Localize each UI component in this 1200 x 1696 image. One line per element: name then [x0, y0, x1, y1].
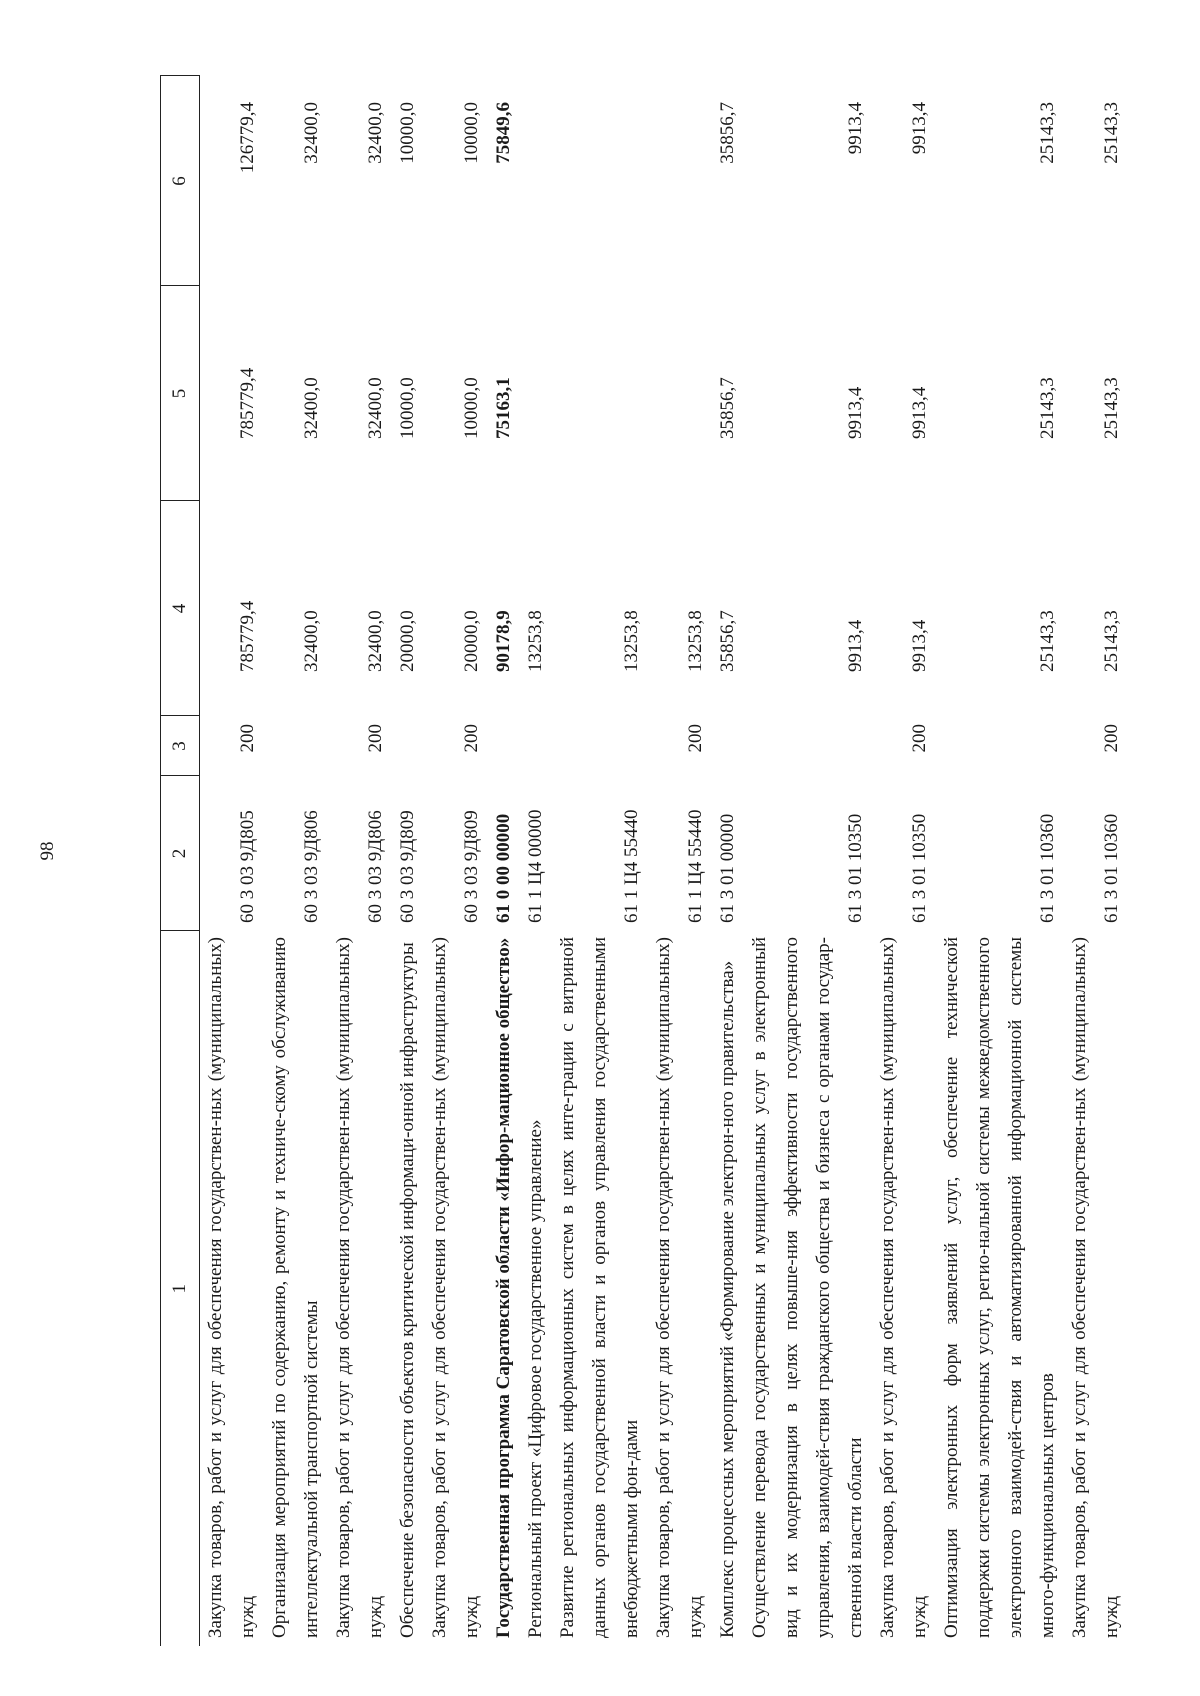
- row-code-cell: 60 3 03 9Д806: [365, 810, 386, 923]
- row-vr-cell: [936, 716, 1064, 776]
- row-col5-cell: 75163,1: [493, 377, 514, 439]
- row-col5-cell: 32400,0: [365, 377, 386, 439]
- row-name-cell: Осуществление перевода государственных и муниципальных услуг в электронный вид и их модернизация в целях повыше-ния эффективности государственного управления, взаимодей-ствия гражданского общества и бизнеса с органами государ-ственной власти области: [749, 937, 866, 1638]
- header-col-5: 5: [161, 286, 200, 501]
- row-name-cell: Закупка товаров, работ и услуг для обеспечения государствен-ных (муниципальных) нужд: [429, 937, 482, 1638]
- table-row: [424, 76, 488, 1646]
- row-col5-cell: 785779,4: [237, 367, 258, 439]
- row-col4-cell: 9913,4: [909, 619, 930, 672]
- row-vr-cell: [744, 716, 872, 776]
- row-col6-cell: 25143,3: [1101, 102, 1122, 164]
- row-col6-cell: [552, 76, 648, 286]
- row-col5-cell: [520, 286, 552, 501]
- row-col4-cell: 25143,3: [1101, 610, 1122, 672]
- row-col4-cell: 9913,4: [845, 619, 866, 672]
- table-header: [161, 76, 200, 1646]
- row-code-cell: 60 3 03 9Д805: [237, 810, 258, 923]
- row-vr-cell: [712, 716, 744, 776]
- row-vr-cell: [264, 716, 328, 776]
- row-code-cell: 61 3 01 10350: [845, 813, 866, 923]
- row-vr-cell: [552, 716, 648, 776]
- row-col6-cell: 32400,0: [365, 102, 386, 164]
- table-row: [520, 76, 552, 1646]
- row-name-cell: Комплекс процессных мероприятий «Формирование электрон-ного правительства»: [717, 960, 738, 1638]
- row-vr-cell: [392, 716, 424, 776]
- row-code-cell: 61 1 Ц4 55440: [621, 809, 642, 923]
- row-code-cell: 60 3 03 9Д809: [397, 810, 418, 923]
- row-col6-cell: 126779,4: [237, 102, 258, 174]
- row-name-cell: Обеспечение безопасности объектов критической информаци-онной инфраструктуры: [397, 942, 418, 1638]
- row-col5-cell: 32400,0: [301, 377, 322, 439]
- table-body: [200, 76, 1129, 1646]
- table-row: [264, 76, 328, 1646]
- row-name-cell: Организация мероприятий по содержанию, ремонту и техниче-скому обслуживанию интеллектуальной транспортной системы: [269, 937, 322, 1638]
- table-row: [488, 76, 520, 1646]
- row-col4-cell: 90178,9: [493, 610, 514, 672]
- row-col5-cell: 10000,0: [397, 377, 418, 439]
- row-col6-cell: 75849,6: [493, 102, 514, 164]
- header-col-4: 4: [161, 501, 200, 716]
- row-vr-cell: [520, 716, 552, 776]
- row-name-cell: Закупка товаров, работ и услуг для обеспечения государствен-ных (муниципальных) нужд: [1069, 937, 1122, 1638]
- row-name-cell: Закупка товаров, работ и услуг для обеспечения государствен-ных (муниципальных) нужд: [877, 937, 930, 1638]
- row-vr-cell: 200: [909, 724, 930, 753]
- header-col-1: 1: [161, 931, 200, 1646]
- row-col5-cell: 35856,7: [717, 377, 738, 439]
- header-row: [161, 76, 200, 1646]
- row-code-cell: 61 1 Ц4 00000: [525, 809, 546, 923]
- row-code-cell: 61 3 01 10360: [1037, 813, 1058, 923]
- row-col5-cell: 25143,3: [1101, 377, 1122, 439]
- row-col6-cell: 32400,0: [301, 102, 322, 164]
- row-col5-cell: 9913,4: [845, 386, 866, 439]
- row-name-cell: Государственная программа Саратовской области «Инфор-мационное общество»: [493, 937, 514, 1638]
- header-col-3: 3: [161, 716, 200, 776]
- page-number: 98: [37, 841, 58, 861]
- row-col4-cell: 25143,3: [1037, 610, 1058, 672]
- row-col6-cell: [520, 76, 552, 286]
- header-col-6: 6: [161, 76, 200, 286]
- table-row: [872, 76, 936, 1646]
- header-col-2: 2: [161, 776, 200, 931]
- row-code-cell: 61 3 01 10350: [909, 813, 930, 923]
- row-col4-cell: 35856,7: [717, 610, 738, 672]
- row-col4-cell: 20000,0: [461, 610, 482, 672]
- row-col4-cell: 13253,8: [685, 610, 706, 672]
- row-col4-cell: 13253,8: [525, 610, 546, 672]
- row-name-cell: Закупка товаров, работ и услуг для обеспечения государствен-ных (муниципальных) нужд: [205, 937, 258, 1638]
- row-vr-cell: 200: [461, 724, 482, 753]
- table-row: [648, 76, 712, 1646]
- row-col6-cell: 9913,4: [845, 102, 866, 155]
- row-code-cell: 60 3 03 9Д809: [461, 810, 482, 923]
- table-row: [936, 76, 1064, 1646]
- row-name-cell: Региональный проект «Цифровое государственное управление»: [525, 1119, 546, 1638]
- row-vr-cell: 200: [1101, 724, 1122, 753]
- table-row: [328, 76, 392, 1646]
- table-row: [712, 76, 744, 1646]
- table-row: [744, 76, 872, 1646]
- rotated-content: [36, 56, 1166, 1696]
- row-col5-cell: [552, 286, 648, 501]
- row-col5-cell: 9913,4: [909, 386, 930, 439]
- row-col6-cell: 35856,7: [717, 102, 738, 164]
- row-code-cell: 61 0 00 00000: [493, 813, 514, 923]
- row-col4-cell: 785779,4: [237, 600, 258, 672]
- row-code-cell: 61 1 Ц4 55440: [685, 809, 706, 923]
- row-code-cell: 61 3 01 00000: [717, 813, 738, 923]
- row-vr-cell: [488, 716, 520, 776]
- row-col5-cell: [648, 286, 712, 501]
- row-col5-cell: 10000,0: [461, 377, 482, 439]
- row-col5-cell: 25143,3: [1037, 377, 1058, 439]
- row-vr-cell: 200: [237, 724, 258, 753]
- row-col6-cell: 25143,3: [1037, 102, 1058, 164]
- table-row: [552, 76, 648, 1646]
- row-name-cell: Закупка товаров, работ и услуг для обеспечения государствен-ных (муниципальных) нужд: [333, 937, 386, 1638]
- table-row: [200, 76, 265, 1646]
- row-code-cell: 60 3 03 9Д806: [301, 810, 322, 923]
- row-col6-cell: 10000,0: [397, 102, 418, 164]
- row-col4-cell: 20000,0: [397, 610, 418, 672]
- row-name-cell: Оптимизация электронных форм заявлений услуг, обеспечение технической поддержки системы электронных услуг, регио-нальной системы межведомственного электронного взаимодей-ствия и автоматизированной информационной системы много-функциональных центров: [941, 937, 1058, 1638]
- row-name-cell: Закупка товаров, работ и услуг для обеспечения государствен-ных (муниципальных) нужд: [653, 937, 706, 1638]
- row-vr-cell: 200: [685, 724, 706, 753]
- row-col4-cell: 13253,8: [621, 610, 642, 672]
- row-col4-cell: 32400,0: [365, 610, 386, 672]
- table-row: [392, 76, 424, 1646]
- row-col6-cell: 10000,0: [461, 102, 482, 164]
- row-vr-cell: 200: [365, 724, 386, 753]
- row-col6-cell: [648, 76, 712, 286]
- row-code-cell: 61 3 01 10360: [1101, 813, 1122, 923]
- budget-table: [160, 76, 1128, 1647]
- row-name-cell: Развитие региональных информационных систем в целях инте-грации с витриной данных органов государственной власти и органов управления государственными внебюджетными фон-дами: [557, 937, 642, 1638]
- row-col6-cell: 9913,4: [909, 102, 930, 155]
- row-col4-cell: 32400,0: [301, 610, 322, 672]
- table-row: [1064, 76, 1128, 1646]
